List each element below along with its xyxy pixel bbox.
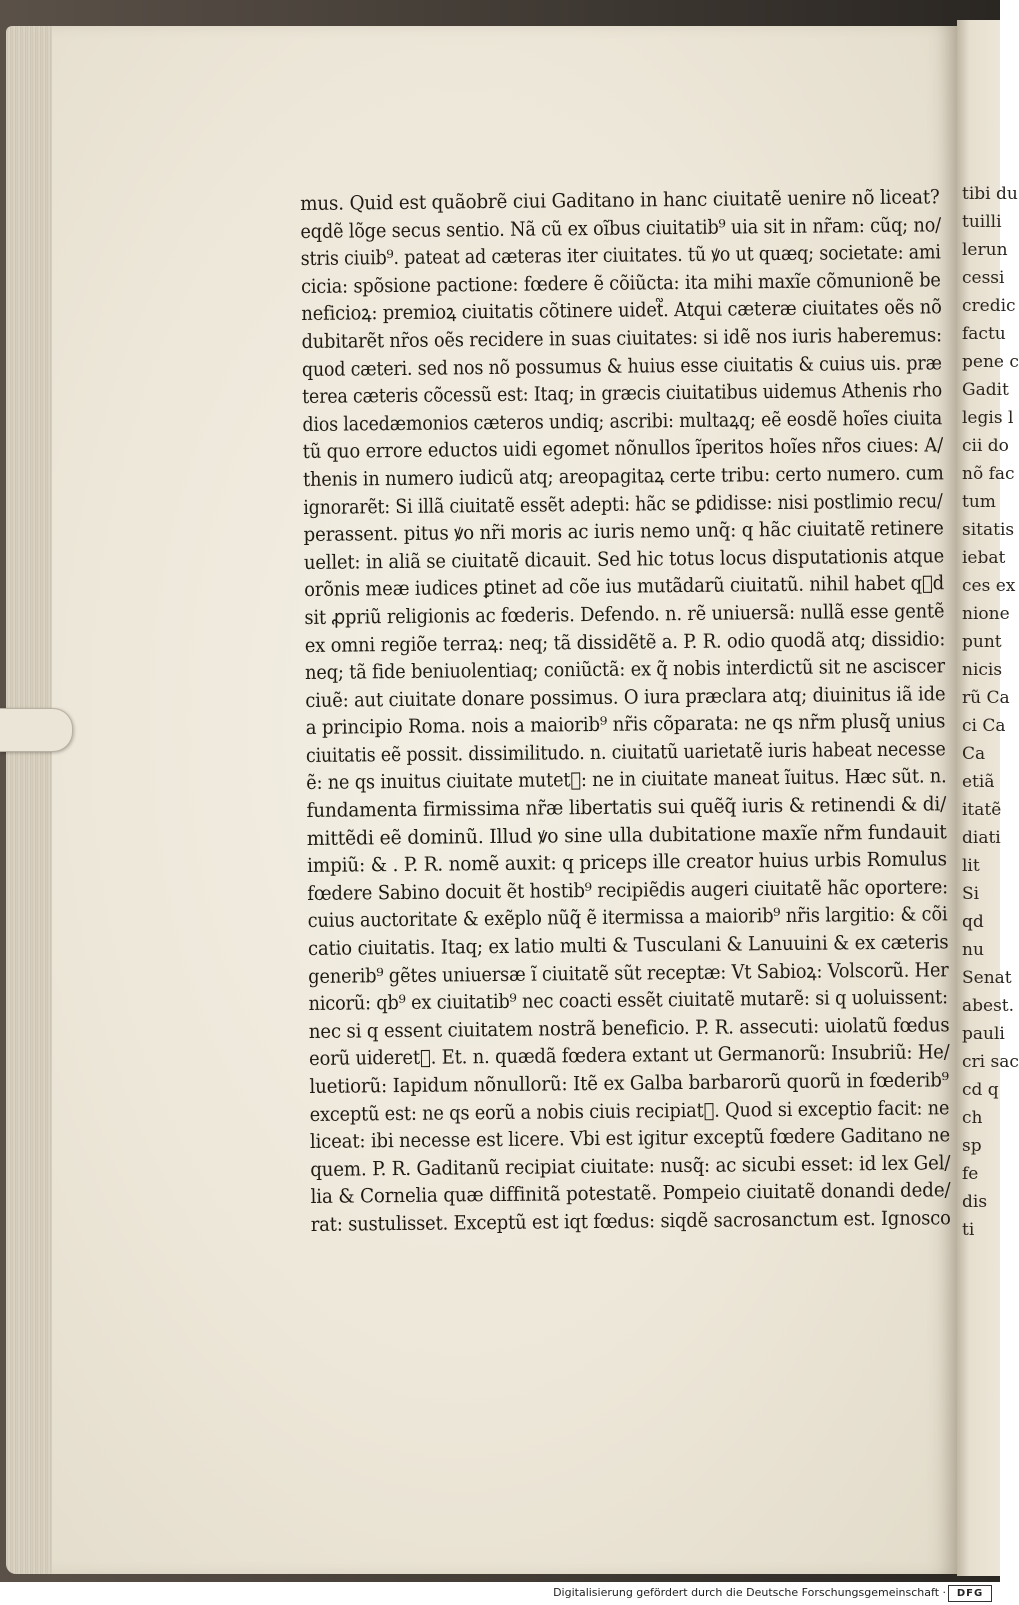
text-line: quod cæteri. sed nos nõ possumus & huius esse ciuitatis & cuius uis. præ	[301, 350, 942, 381]
footer-bar	[0, 1582, 1000, 1605]
text-line: ciuitatis eẽ possit. dissimilitudo. n. ciuitatũ uarietatẽ iuris habeat necesse	[305, 737, 946, 767]
facing-page-fragment: cri sac	[962, 1052, 1019, 1072]
facing-page-fragment: diati	[962, 828, 1001, 848]
text-line: dubitarẽt nr̃os oẽs recidere in suas ciuitates: si idẽ nos iuris haberemus:	[301, 323, 943, 353]
text-line: a principio Roma. nois a maiorib⁹ nr̃is cõparata: ne qs nr̃m plusq̃ unius	[305, 709, 946, 740]
facing-page-fragment: iebat	[962, 548, 1006, 568]
text-line: cicia: spõsione pactione: fœdere ẽ cõiũcta: ita mihi maxĩe cõmunionẽ be	[300, 268, 941, 298]
main-text-block	[300, 184, 951, 1239]
text-line: eqdẽ lõge secus sentio. Nã cũ ex oĩbus ciuitatib⁹ uia sit in nr̃am: cũq; no/	[300, 212, 942, 243]
facing-page-fragment: ces ex	[962, 576, 1016, 596]
facing-page-fragment: tum	[962, 492, 996, 512]
facing-page-fragment: nicis	[962, 660, 1003, 680]
facing-page-fragment: cd q	[962, 1080, 999, 1100]
text-line: stris ciuib⁹. pateat ad cæteras iter ciuitates. tũ ꝟo ut quæq; societate: ami	[300, 240, 941, 271]
facing-page-fragment: sitatis	[962, 520, 1015, 540]
text-line: generib⁹ gẽtes uniuersæ ĩ ciuitatẽ sũt receptæ: Vt Sabioꝝ: Volscorũ. Her	[308, 957, 949, 988]
facing-page-fragment: punt	[962, 632, 1002, 652]
text-line: fundamenta firmissima nr̃æ libertatis sui quẽq̃ iuris & retinendi & di/	[306, 792, 947, 823]
text-line: rat: sustulisset. Exceptũ est iqt fœdus: siqdẽ sacrosanctum est. Ignosco	[310, 1206, 951, 1236]
text-line: nec si q essent ciuitatem nostrã beneficio. P. R. assecuti: uiolatũ fœdus	[308, 1013, 950, 1043]
facing-page-fragment: rũ Ca	[962, 688, 1010, 708]
text-line: nicorũ: qb⁹ ex ciuitatib⁹ nec coacti essẽt ciuitatẽ mutarẽ: si q uoluissent:	[308, 985, 948, 1016]
text-line: liceat: ibi necesse est licere. Vbi est igitur exceptũ fœdere Gaditano ne	[309, 1123, 951, 1154]
facing-page-fragment: credic	[962, 296, 1016, 316]
text-line: dios lacedæmonios cæteros undiq; ascribi: multaꝝq; eẽ eosdẽ hoĩes ciuita	[302, 406, 943, 436]
text-line: orõnis meæ iudices ꝑtinet ad cõe ius mutãdarũ ciuitatũ. nihil habet q᷑d	[304, 571, 945, 602]
facing-page-fragment: ci Ca	[962, 716, 1006, 736]
text-line: mus. Quid est quãobrẽ ciui Gaditano in hanc ciuitatẽ uenire nõ liceat?	[300, 185, 940, 215]
text-line: mittẽdi eẽ dominũ. Illud ꝟo sine ulla dubitatione maxĩe nr̃m fundauit	[306, 819, 947, 850]
facing-page-fragment: factu	[962, 324, 1006, 344]
page-tab-marker	[0, 708, 73, 752]
facing-page-fragment: legis l	[962, 408, 1014, 428]
dfg-logo: DFG	[948, 1585, 992, 1602]
text-line: cuius auctoritate & exẽplo nũq̃ ẽ itermissa a maiorib⁹ nr̃is largitio: & cõi	[307, 902, 948, 933]
facing-page-fragment: dis	[962, 1192, 988, 1212]
facing-page-fragment: qd	[962, 912, 984, 932]
text-line: ignorarẽt: Si illã ciuitatẽ essẽt adepti: hãc se ꝑdidisse: nisi postlimio recu/	[303, 488, 943, 519]
text-line: luetiorũ: Iapidum nõnullorũ: Itẽ ex Galba barbarorũ quorũ in fœderib⁹	[309, 1068, 949, 1098]
facing-page-fragment: cessi	[962, 268, 1005, 288]
footer-credit: Digitalisierung gefördert durch die Deutsche Forschungsgemeinschaft ·	[553, 1586, 946, 1599]
facing-page-fragment: nõ fac	[962, 464, 1015, 484]
facing-page-fragment: itatẽ	[962, 800, 1002, 820]
text-line: lia & Cornelia quæ diffinitã potestatẽ. Pompeio ciuitatẽ donandi dede/	[310, 1178, 951, 1209]
text-line: eorũ uideret᷑. Et. n. quædã fœdera extant ut Germanorũ: Insubriũ: He/	[308, 1040, 950, 1071]
text-line: thenis in numero iudicũ atq; areopagitaꝝ certe tribu: certo numero. cum	[302, 461, 944, 491]
facing-page-fragment: pauli	[962, 1024, 1005, 1044]
text-line: uellet: in aliã se ciuitatẽ dicauit. Sed hic totus locus disputationis atque	[303, 543, 945, 574]
text-line: catio ciuitatis. Itaq; ex latio multi & Tusculani & Lanuuini & ex cæteris	[307, 930, 949, 960]
facing-page-fragment: sp	[962, 1136, 982, 1156]
text-line: sit ꝓpriũ religionis ac fœderis. Defendo. n. rẽ uniuersã: nullã esse gentẽ	[304, 599, 945, 629]
facing-page-fragment: tuilli	[962, 212, 1002, 232]
facing-page-fragment: ti	[962, 1220, 975, 1240]
facing-page-fragment: Senat	[962, 968, 1012, 988]
text-line: impiũ: & . P. R. nomẽ auxit: q priceps ille creator huius urbis Romulus	[306, 847, 947, 878]
text-line: terea cæteris cõcessũ est: Itaq; in græcis ciuitatibus uidemus Athenis rho	[302, 378, 943, 409]
facing-page-fragment: cii do	[962, 436, 1009, 456]
facing-page-fragment: Gadit	[962, 380, 1009, 400]
page-stack-edge	[6, 26, 54, 1574]
text-line: ex omni regiõe terraꝝ: neq; tã dissidẽtẽ a. P. R. odio quodã atq; dissidio:	[304, 626, 946, 657]
text-line: quem. P. R. Gaditanũ recipiat ciuitate: nusq̃: ac sicubi esset: id lex Gel/	[310, 1151, 951, 1181]
facing-page-fragment: lit	[962, 856, 980, 876]
text-line: tũ quo errore eductos uidi egomet nõnullos ĩperitos hoĩes nr̃os ciues: A/	[302, 433, 944, 464]
facing-page-fragment: abest.	[962, 996, 1015, 1016]
facing-page-fragment: tibi du	[962, 184, 1018, 204]
text-line: ciuẽ: aut ciuitate donare possimus. O iura præclara atq; diuinitus iã ide	[305, 681, 946, 712]
text-line: ẽ: ne qs inuitus ciuitate mutet᷑: ne in ciuitate maneat ĩuitus. Hæc sũt. n.	[306, 764, 947, 795]
facing-page-fragment: fe	[962, 1164, 979, 1184]
facing-page-fragment: lerun	[962, 240, 1008, 260]
facing-page-fragment: Ca	[962, 744, 986, 764]
facing-page-fragment: pene c	[962, 352, 1019, 372]
text-line: neq; tã fide beniuolentiaq; coniũctã: ex q̃ nobis interdictũ sit ne asciscer	[304, 654, 945, 685]
facing-page-text	[962, 180, 1019, 1244]
text-line: exceptũ est: ne qs eorũ a nobis ciuis recipiat᷑. Quod si exceptio facit: ne	[309, 1095, 950, 1126]
facing-page-fragment: Si	[962, 884, 980, 904]
facing-page-fragment: etiã	[962, 772, 995, 792]
text-line: neficioꝝ: premioꝝ ciuitatis cõtinere uidet᷑. Atqui cæteræ ciuitates oẽs nõ	[301, 295, 942, 326]
facing-page-fragment: nione	[962, 604, 1010, 624]
text-line: perassent. pitus ꝟo nr̃i moris ac iuris nemo unq̃: q hãc ciuitatẽ retinere	[303, 516, 944, 547]
facing-page-fragment: nu	[962, 940, 984, 960]
facing-page-fragment: ch	[962, 1108, 983, 1128]
text-line: fœdere Sabino docuit ẽt hostib⁹ recipiẽdis augeri ciuitatẽ hãc oportere:	[307, 875, 949, 905]
